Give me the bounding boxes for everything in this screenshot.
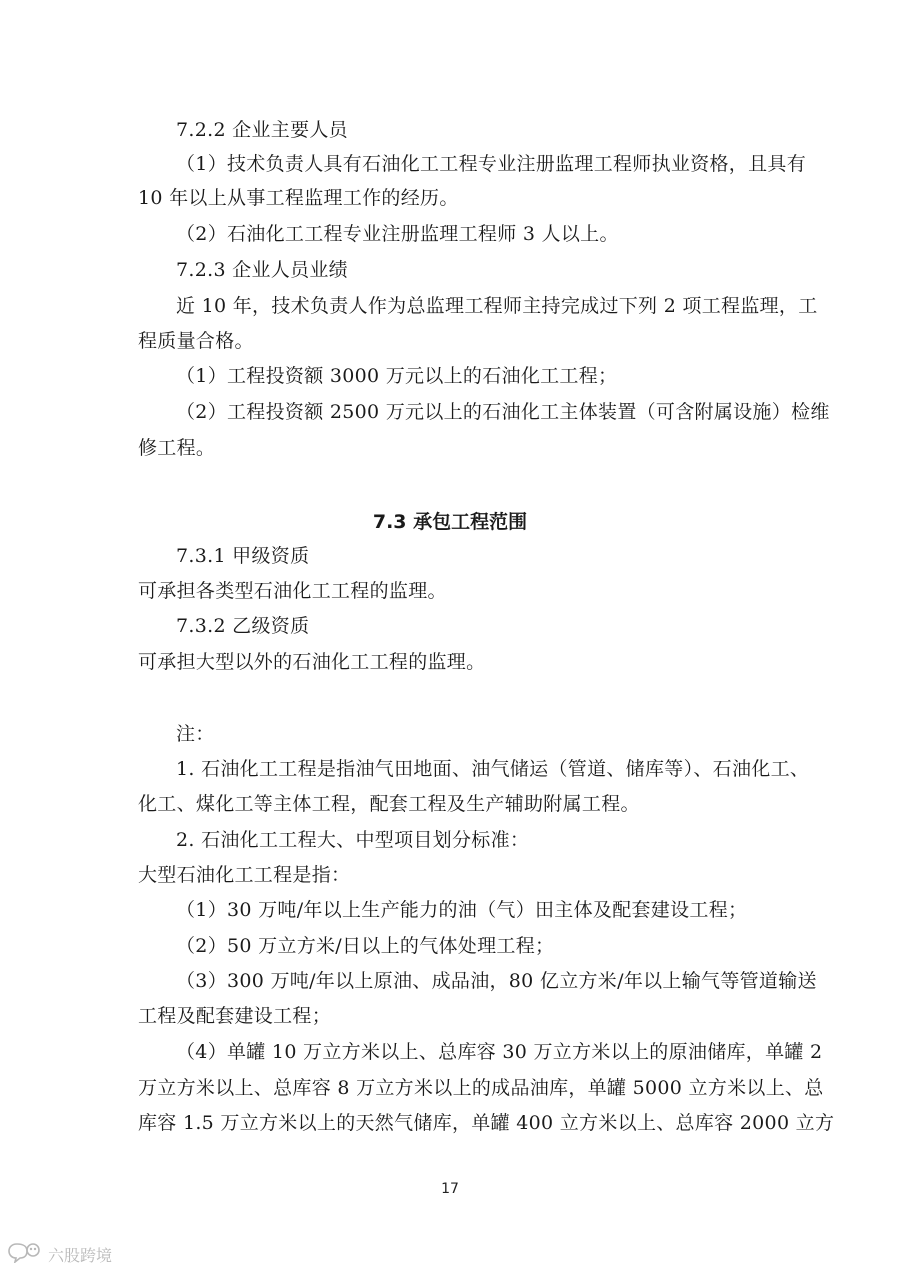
paragraph-line: 程质量合格。 bbox=[138, 330, 254, 352]
paragraph-line: 1. 石油化工工程是指油气田地面、油气储运（管道、储库等）、石油化工、 bbox=[176, 758, 810, 780]
paragraph-line: 近 10 年，技术负责人作为总监理工程师主持完成过下列 2 项工程监理，工 bbox=[176, 295, 818, 317]
paragraph-line: 大型石油化工工程是指： bbox=[138, 864, 351, 886]
paragraph-line: 10 年以上从事工程监理工作的经历。 bbox=[138, 187, 459, 209]
paragraph-line: 2. 石油化工工程大、中型项目划分标准： bbox=[176, 829, 530, 851]
paragraph-line: （4）单罐 10 万立方米以上、总库容 30 万立方米以上的原油储库，单罐 2 bbox=[176, 1041, 823, 1063]
paragraph-line: 可承担大型以外的石油化工工程的监理。 bbox=[138, 651, 486, 673]
watermark-text: 六股跨境 bbox=[48, 1245, 113, 1265]
paragraph-line: 修工程。 bbox=[138, 437, 216, 459]
watermark bbox=[8, 1242, 112, 1266]
paragraph-line: 工程及配套建设工程； bbox=[138, 1005, 332, 1027]
paragraph-line: 库容 1.5 万立方米以上的天然气储库，单罐 400 立方米以上、总库容 2000 立方 bbox=[138, 1112, 835, 1134]
section-7-2-2-heading: 7.2.2 企业主要人员 bbox=[176, 119, 348, 141]
paragraph-line: 可承担各类型石油化工工程的监理。 bbox=[138, 580, 447, 602]
section-7-3-2-heading: 7.3.2 乙级资质 bbox=[176, 615, 310, 637]
notes-label: 注： bbox=[176, 723, 215, 745]
paragraph-line: 万立方米以上、总库容 8 万立方米以上的成品油库，单罐 5000 立方米以上、总 bbox=[138, 1077, 824, 1099]
paragraph-line: 化工、煤化工等主体工程，配套工程及生产辅助附属工程。 bbox=[138, 793, 640, 815]
paragraph-line: （2）石油化工工程专业注册监理工程师 3 人以上。 bbox=[176, 223, 619, 245]
paragraph-line: （1）技术负责人具有石油化工工程专业注册监理工程师执业资格，且具有 bbox=[176, 153, 806, 175]
section-7-2-3-heading: 7.2.3 企业人员业绩 bbox=[176, 259, 348, 281]
section-7-3-1-heading: 7.3.1 甲级资质 bbox=[176, 545, 310, 567]
page-number: 17 bbox=[441, 1181, 459, 1197]
section-7-3-title: 7.3 承包工程范围 bbox=[372, 511, 528, 533]
paragraph-line: （1）30 万吨/年以上生产能力的油（气）田主体及配套建设工程； bbox=[176, 899, 748, 921]
paragraph-line: （1）工程投资额 3000 万元以上的石油化工工程； bbox=[176, 365, 618, 387]
paragraph-line: （3）300 万吨/年以上原油、成品油，80 亿立方米/年以上输气等管道输送 bbox=[176, 970, 817, 992]
chat-bubble-logo-icon bbox=[8, 1241, 42, 1267]
paragraph-line: （2）工程投资额 2500 万元以上的石油化工主体装置（可含附属设施）检维 bbox=[176, 401, 830, 423]
paragraph-line: （2）50 万立方米/日以上的气体处理工程； bbox=[176, 935, 555, 957]
